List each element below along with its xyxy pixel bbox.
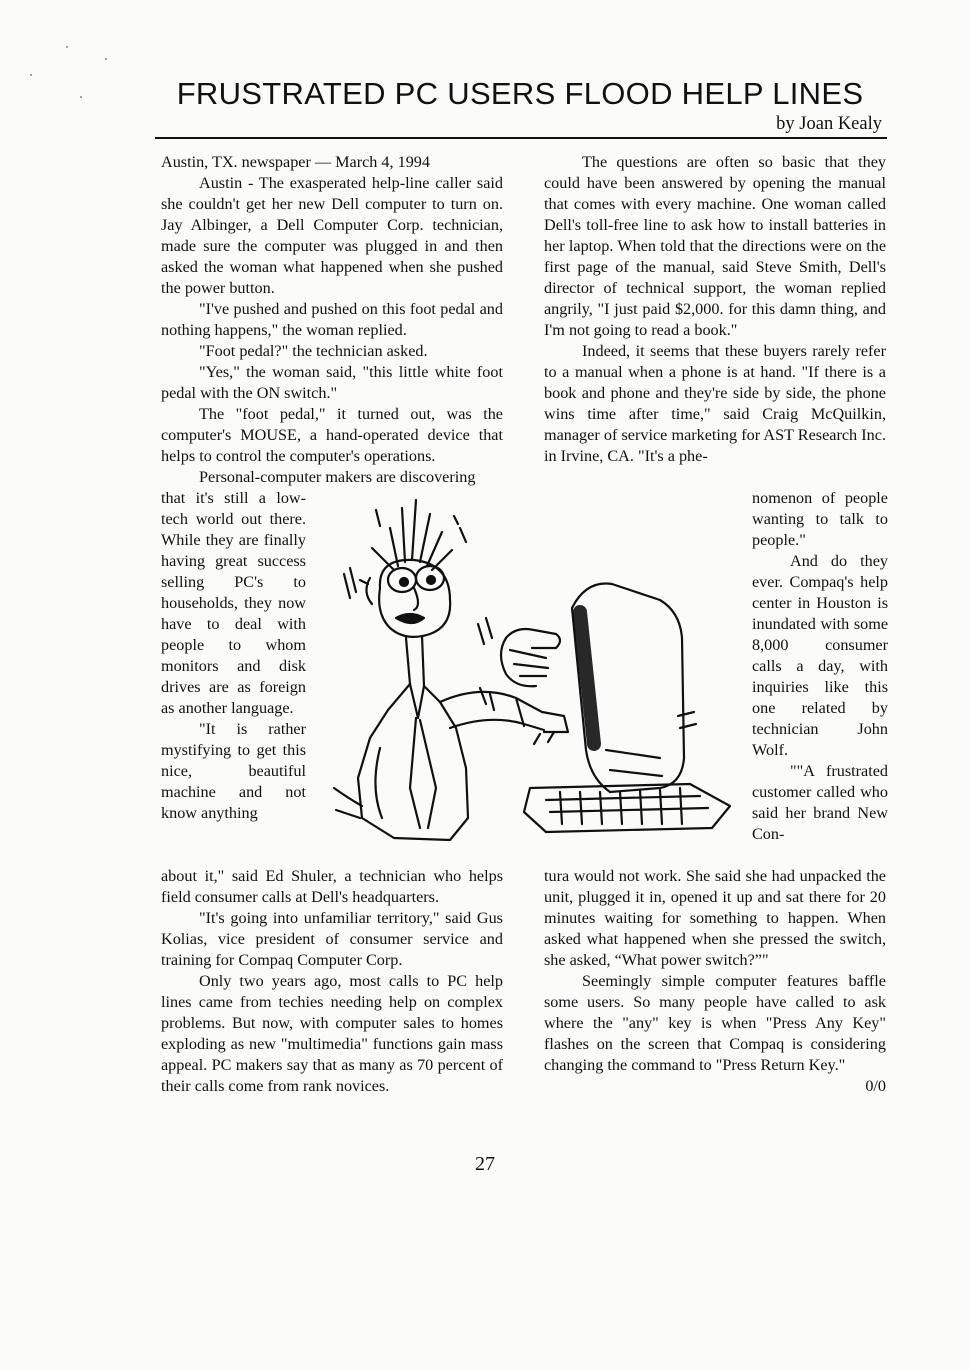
article-byline: by Joan Kealy (776, 114, 882, 134)
end-mark: 0/0 (865, 1077, 886, 1095)
body-paragraph: "Foot pedal?" the technician asked. (199, 342, 428, 360)
article-title: FRUSTRATED PC USERS FLOOD HELP LINES (176, 76, 864, 111)
scan-speck (105, 58, 107, 60)
scan-speck (66, 46, 68, 48)
body-paragraph: "It's going into unfamiliar territory," said Gus Kolias, vice president of consumer service and training for Compaq Computer Corp. (161, 909, 503, 969)
hand-icon (501, 629, 560, 686)
page-number: 27 (475, 1153, 495, 1175)
body-paragraph: that it's still a low-tech world out there. While they are finally having great success selling PC's to households, they now have to deal with people to whom monitors and disk drives are as foreign as another language. (161, 489, 306, 717)
arm-icon (440, 688, 568, 732)
body-paragraph: Personal-computer makers are discovering (199, 468, 476, 486)
body-paragraph: Austin - The exasperated help-line caller said she couldn't get her new Dell computer to turn on. Jay Albinger, a Dell Computer Corp. technician, made sure the computer was plugged in and then asked the woman what happened when she pushed the power button. (161, 174, 503, 297)
left-column-top (161, 152, 503, 488)
right-column-top (544, 152, 886, 467)
frustrated-man-at-computer-illustration (310, 488, 750, 866)
body-paragraph: tura would not work. She said she had unpacked the unit, plugged it in, opened it up and sat there for 20 minutes waiting for something to happen. When asked what happened when she pressed the switch, she asked, “What power switch?”" (544, 867, 886, 969)
body-paragraph: ""A frustrated customer called who said her brand New Con- (752, 762, 888, 843)
body-paragraph: "I've pushed and pushed on this foot pedal and nothing happens," the woman replied. (161, 300, 503, 339)
body-icon (334, 636, 468, 840)
body-paragraph: Indeed, it seems that these buyers rarely refer to a manual when a phone is at hand. "If there is a book and phone and they're side by side, the phone wins time after time," said Craig McQuilkin, manager of service marketing for AST Research Inc. in Irvine, CA. "It's a phe- (544, 342, 886, 465)
scan-speck (80, 96, 82, 98)
body-paragraph: about it," said Ed Shuler, a technician who helps field consumer calls at Dell's headquarters. (161, 867, 503, 906)
title-rule (155, 137, 887, 139)
right-column-bottom (544, 866, 886, 1097)
right-column-wrap (752, 488, 888, 845)
body-paragraph (544, 971, 886, 1095)
body-paragraph-text: Seemingly simple computer features baffle some users. So many people have called to ask where the "any" key is when "Press Any Key" flashes on the screen that Compaq is considering changing the command to "Press Return Key." (544, 972, 886, 1074)
body-paragraph: The "foot pedal," it turned out, was the computer's MOUSE, a hand-operated device that helps to control the computer's operations. (161, 405, 503, 465)
scan-speck (30, 74, 32, 76)
left-column-bottom (161, 866, 503, 1097)
hair-icon (372, 500, 466, 570)
body-paragraph: The questions are often so basic that they could have been answered by opening the manual that comes with every machine. One woman called Dell's toll-free line to ask how to install batteries in her laptop. When told that the directions were on the first page of the manual, said Steve Smith, Dell's director of technical support, the woman replied angrily, "I just paid $2,000. for this damn thing, and I'm not going to read a book." (544, 153, 886, 339)
body-paragraph: And do they ever. Compaq's help center in Houston is inundated with some 8,000 consumer calls a day, with inquiries like this one related by technician John Wolf. (752, 552, 888, 759)
dateline-paragraph: Austin, TX. newspaper — March 4, 1994 (161, 153, 430, 171)
monitor-icon (572, 584, 684, 793)
body-paragraph: Only two years ago, most calls to PC help lines came from techies needing help on complex problems. But now, with computer sales to homes exploding as new "multimedia" functions gain mass appeal. PC makers say that as many as 70 percent of their calls come from rank novices. (161, 972, 503, 1095)
body-paragraph: "It is rather mystifying to get this nice, beautiful machine and not know anything (161, 720, 306, 822)
head-icon (344, 560, 450, 637)
body-paragraph: nomenon of people wanting to talk to people." (752, 489, 888, 549)
body-paragraph: "Yes," the woman said, "this little white foot pedal with the ON switch." (161, 363, 503, 402)
left-column-wrap (161, 488, 306, 824)
